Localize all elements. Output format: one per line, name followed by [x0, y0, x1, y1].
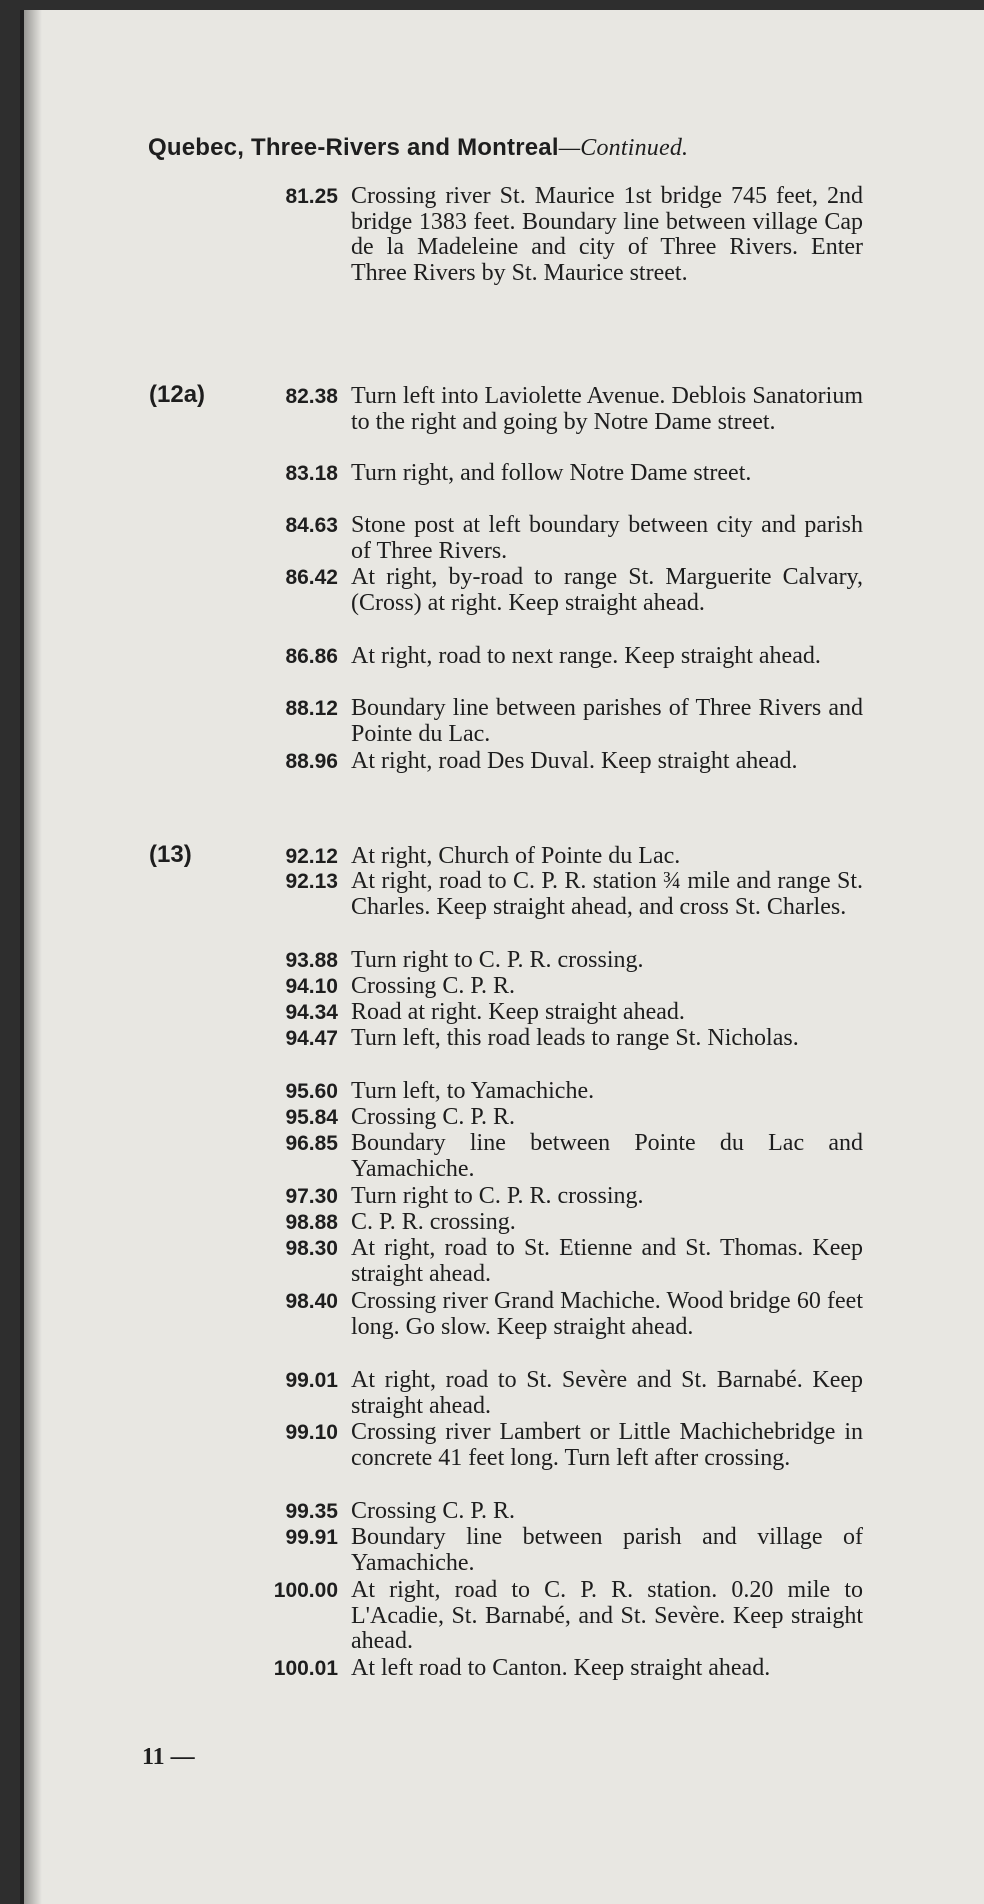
entry-description: At right, road to St. Etienne and St. Thomas. Keep straight ahead. — [351, 1235, 863, 1287]
entry-description: At right, road to C. P. R. station ¾ mile and range St. Charles. Keep straight ahead, and cross St. Charles. — [351, 868, 863, 920]
entry-description: At right, road to C. P. R. station. 0.20 mile to L'Acadie, St. Barnabé, and St. Sevère. Keep straight ahead. — [351, 1577, 863, 1654]
entry-description: Road at right. Keep straight ahead. — [351, 999, 685, 1025]
entry-description: Crossing C. P. R. — [351, 1498, 516, 1524]
mileage: 88.12 — [285, 697, 338, 720]
running-head-title: Quebec, Three-Rivers and Montreal — [148, 134, 559, 161]
entry-description: Crossing river Lambert or Little Machichebridge in concrete 41 feet long. Turn left after crossing. — [351, 1419, 863, 1471]
entry-description: At right, by-road to range St. Marguerite Calvary, (Cross) at right. Keep straight ahead. — [351, 564, 863, 616]
mileage: 99.35 — [285, 1500, 338, 1523]
running-head-continued: —Continued. — [558, 135, 689, 161]
mileage: 94.10 — [285, 975, 338, 998]
entry-description: C. P. R. crossing. — [351, 1209, 516, 1235]
mileage: 88.96 — [285, 750, 338, 773]
entry-description: Crossing river Grand Machiche. Wood bridge 60 feet long. Go slow. Keep straight ahead. — [351, 1288, 863, 1340]
entry-description: Boundary line between parishes of Three Rivers and Pointe du Lac. — [351, 695, 863, 747]
mileage: 81.25 — [285, 185, 338, 208]
entry-description: Boundary line between Pointe du Lac and Yamachiche. — [351, 1130, 863, 1182]
entry-description: Turn right to C. P. R. crossing. — [351, 1183, 644, 1209]
page-number: 11 — — [142, 1744, 195, 1770]
entry-description: Boundary line between parish and village of Yamachiche. — [351, 1524, 863, 1576]
entry-description: Turn left into Laviolette Avenue. Deblois Sanatorium to the right and going by Notre Dame street. — [351, 383, 863, 435]
section-marker-12a: (12a) — [149, 381, 206, 408]
entry-description: Turn left, to Yamachiche. — [351, 1078, 595, 1104]
mileage: 99.10 — [285, 1421, 338, 1444]
book-page — [20, 10, 984, 1904]
entry-description: Turn right, and follow Notre Dame street. — [351, 460, 752, 486]
entry-description: Crossing river St. Maurice 1st bridge 745 feet, 2nd bridge 1383 feet. Boundary line between village Cap de la Madeleine and city of Three Rivers. Enter Three Rivers by St. Maurice street. — [351, 183, 863, 286]
mileage: 99.01 — [285, 1369, 338, 1392]
mileage: 98.40 — [285, 1290, 338, 1313]
page-gutter-shadow — [24, 10, 42, 1904]
entry-description: At right, Church of Pointe du Lac. — [351, 843, 681, 869]
entry-description: Turn right to C. P. R. crossing. — [351, 947, 644, 973]
entry-description: Turn left, this road leads to range St. Nicholas. — [351, 1025, 799, 1051]
mileage: 97.30 — [285, 1185, 338, 1208]
running-head — [148, 134, 688, 162]
mileage: 96.85 — [285, 1132, 338, 1155]
entry-description: At right, road Des Duval. Keep straight ahead. — [351, 748, 798, 774]
mileage: 82.38 — [285, 385, 338, 408]
mileage: 98.30 — [285, 1237, 338, 1260]
entry-description: Crossing C. P. R. — [351, 973, 516, 999]
mileage: 86.86 — [285, 645, 338, 668]
mileage: 94.47 — [285, 1027, 338, 1050]
mileage: 100.00 — [273, 1579, 338, 1602]
mileage: 86.42 — [285, 566, 338, 589]
mileage: 92.13 — [285, 870, 338, 893]
mileage: 100.01 — [273, 1657, 338, 1680]
entry-description: Stone post at left boundary between city and parish of Three Rivers. — [351, 512, 863, 564]
entry-description: At left road to Canton. Keep straight ahead. — [351, 1655, 771, 1681]
mileage: 98.88 — [285, 1211, 338, 1234]
mileage: 99.91 — [285, 1526, 338, 1549]
mileage: 95.60 — [285, 1080, 338, 1103]
mileage: 95.84 — [285, 1106, 338, 1129]
entry-description: Crossing C. P. R. — [351, 1104, 516, 1130]
mileage: 84.63 — [285, 514, 338, 537]
mileage: 94.34 — [285, 1001, 338, 1024]
mileage: 93.88 — [285, 949, 338, 972]
entry-description: At right, road to St. Sevère and St. Barnabé. Keep straight ahead. — [351, 1367, 863, 1419]
entry-description: At right, road to next range. Keep straight ahead. — [351, 643, 821, 669]
section-marker-13: (13) — [149, 841, 192, 868]
mileage: 92.12 — [285, 845, 338, 868]
mileage: 83.18 — [285, 462, 338, 485]
